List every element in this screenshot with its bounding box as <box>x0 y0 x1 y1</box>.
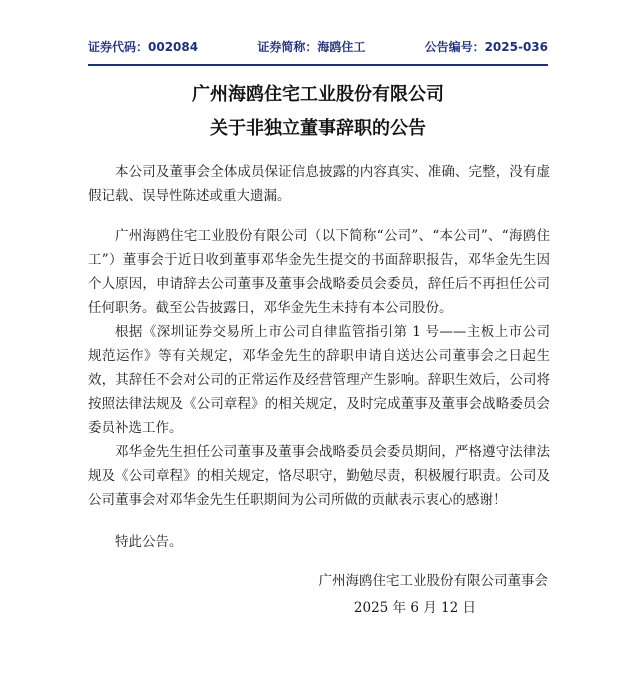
stock-name: 证券简称：海鸥住工 <box>257 40 366 54</box>
issuer-signature: 广州海鸥住宅工业股份有限公司董事会 <box>318 573 548 589</box>
company-title: 广州海鸥住宅工业股份有限公司 <box>192 84 444 105</box>
announcement-body <box>88 160 550 554</box>
document-header <box>88 38 548 66</box>
announcement-date: 2025 年 6 月 12 日 <box>353 600 476 616</box>
announcement-number: 公告编号：2025-036 <box>424 40 548 54</box>
closing-paragraph: 特此公告。 <box>115 534 183 550</box>
announcement-title: 关于非独立董事辞职的公告 <box>210 118 426 139</box>
disclaimer-paragraph: 本公司及董事会全体成员保证信息披露的内容真实、准确、完整，没有虚假记载、误导性陈述或重大遗漏。 <box>88 164 550 204</box>
stock-code: 证券代码：002084 <box>88 40 199 54</box>
gratitude-paragraph: 邓华金先生担任公司董事及董事会战略委员会委员期间，严格遵守法律法规及《公司章程》的相关规定，恪尽职守，勤勉尽责，积极履行职责。公司及公司董事会对邓华金先生任职期间为公司所做的贡献表示衷心的感谢！ <box>88 444 550 508</box>
resignation-paragraph: 广州海鸥住宅工业股份有限公司（以下简称“公司”、“本公司”、“海鸥住工”）董事会于近日收到董事邓华金先生提交的书面辞职报告，邓华金先生因个人原因，申请辞去公司董事及董事会战略委员会委员，辞任后不再担任公司任何职务。截至公告披露日，邓华金先生未持有本公司股份。 <box>88 228 550 316</box>
regulation-paragraph: 根据《深圳证券交易所上市公司自律监管指引第 1 号——主板上市公司规范运作》等有关规定，邓华金先生的辞职申请自送达公司董事会之日起生效，其辞任不会对公司的正常运作及经营管理产生影响。辞职生效后，公司将按照法律法规及《公司章程》的相关规定，及时完成董事及董事会战略委员会委员补选工作。 <box>88 324 550 436</box>
